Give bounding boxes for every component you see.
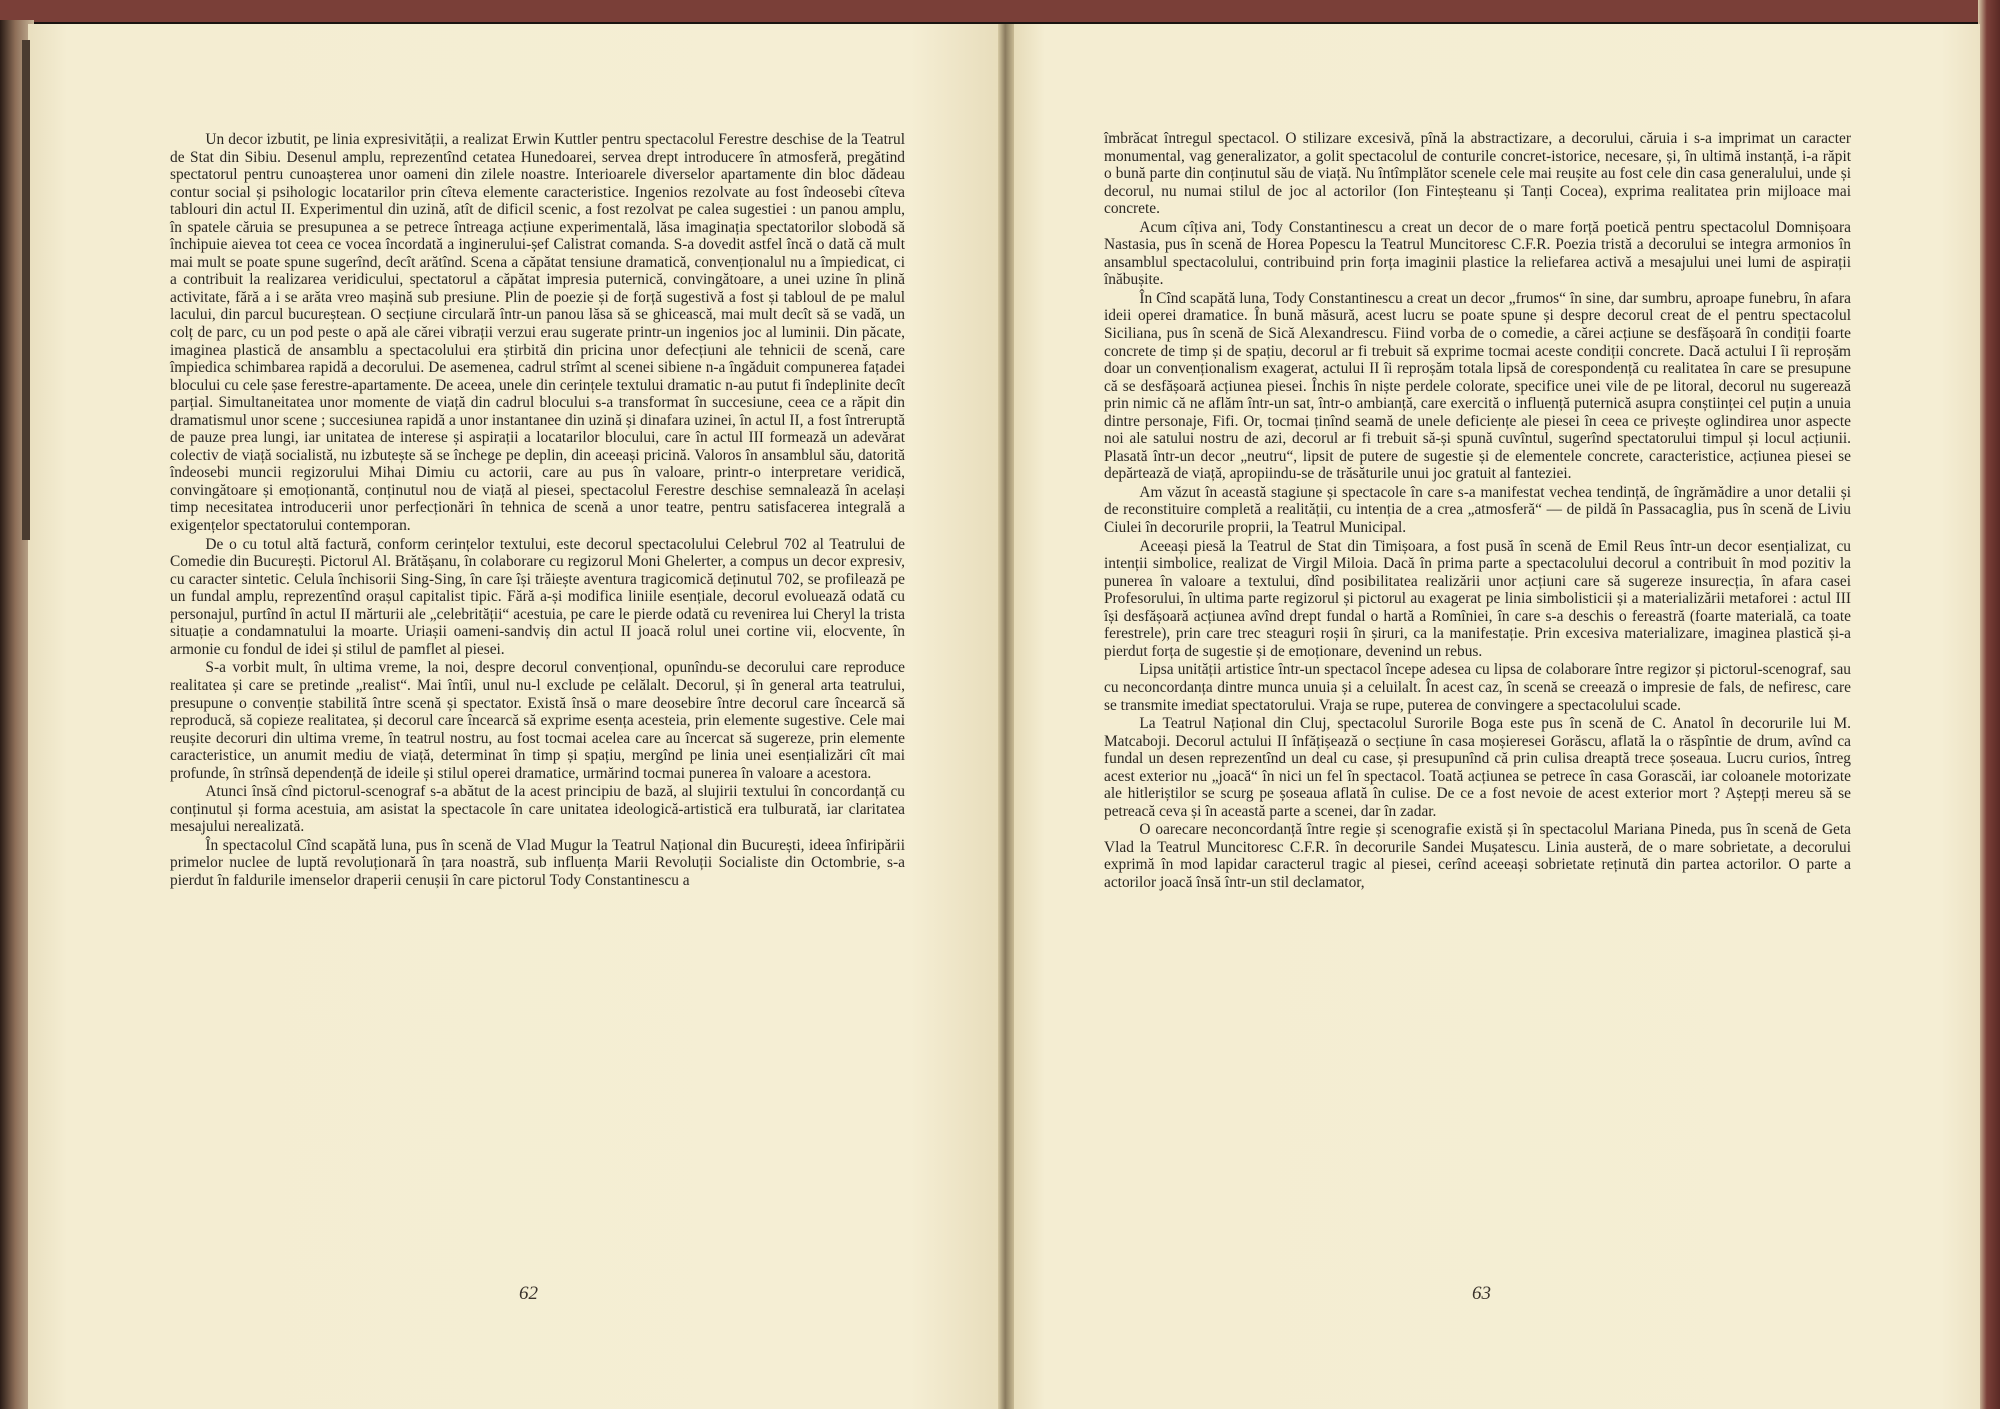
- book-gutter: [998, 24, 1014, 1409]
- paragraph: îmbrăcat întregul spectacol. O stilizare excesivă, pînă la abstractizare, a decorului, căruia i s-a imprimat un caracter monumental, vag generalizator, a golit spectacolul de conturile concret-istorice, necesare, și, în ultimă instanță, i-a răpit o bună parte din conținutul său de viață. Nu întîmplător scenele cele mai reușite au fost cele din casa generalului, unde și decorul, nu numai stilul de joc al actorilor (Ion Finteșteanu și Tanți Cocea), exprima realitatea prin mijloace mai concrete.: [1104, 130, 1851, 218]
- book-cover-right-edge: [1978, 0, 2000, 1409]
- left-page-text: [170, 130, 905, 890]
- paragraph: Atunci însă cînd pictorul-scenograf s-a abătut de la acest principiu de bază, al slujirii textului în concordanță cu conținutul și forma acestuia, am asistat la spectacole în care unitatea ideologică-artistică era tulburată, iar claritatea mesajului nerealizată.: [170, 783, 905, 836]
- paragraph: Lipsa unității artistice într-un spectacol începe adesea cu lipsa de colaborare între regizor și pictorul-scenograf, sau cu neconcordanța dintre munca unuia și a celuilalt. În acest caz, în scenă se creează o impresie de fals, de nefiresc, care se transmite imediat spectatorului. Vraja se rupe, puterea de convingere a spectacolului scade.: [1104, 661, 1851, 714]
- paragraph: În spectacolul Cînd scapătă luna, pus în scenă de Vlad Mugur la Teatrul Național din București, ideea înfiripării primelor nuclee de luptă revoluționară în țara noastră, sub influența Marii Revoluții Socialiste din Octombrie, s-a pierdut în faldurile imenselor draperii cenușii în care pictorul Tody Constantinescu a: [170, 836, 905, 889]
- paragraph: Aceeași piesă la Teatrul de Stat din Timișoara, a fost pusă în scenă de Emil Reus într-un decor esențializat, cu intenții simbolice, realizat de Virgil Miloia. Dacă în prima parte a spectacolului decorul a contribuit în mod pozitiv la punerea în valoare a textului, dînd posibilitatea realizării unor acțiuni care să sugereze insurecția, în afara casei Profesorului, în ultima parte regizorul și pictorul au exagerat pe linia simbolisticii și a materializării metaforei : actul III își desfășoară acțiunea avînd drept fundal o hartă a Romîniei, în care s-a deschis o fereastră (foarte materială, ca toate ferestrele), prin care trec steaguri roșii în șiruri, ca la manifestație. Prin excesiva materializare, imaginea plastică și-a pierdut forța de sugestie și de emoționare, devenind un rebus.: [1104, 537, 1851, 660]
- paragraph: La Teatrul Național din Cluj, spectacolul Surorile Boga este pus în scenă de C. Anatol în decorurile lui M. Matcaboji. Decorul actului II înfățișează o secțiune în casa moșieresei Gorăscu, aflată la o răspîntie de drum, avînd ca fundal un desen reprezentînd un deal cu case, și presupunînd că prin culisa dreaptă trece șoseaua. Lucru curios, întreg acest exterior nu „joacă“ în nici un fel în spectacol. Toată acțiunea se petrece în casa Gorascăi, iar coloanele motorizate ale hitleriștilor se scurg pe șoseaua aflată în culise. De ce a fost nevoie de acest exterior mort ? Aștepți mereu să se petreacă ceva și în această parte a scenei, dar în zadar.: [1104, 715, 1851, 820]
- page-number-left: 62: [519, 1283, 538, 1304]
- paragraph: O oarecare neconcordanță între regie și scenografie există și în spectacolul Mariana Pineda, pus în scenă de Geta Vlad la Teatrul Muncitoresc C.F.R. în decorurile Sandei Mușatescu. Linia austeră, de o mare sobrietate, a decorului exprimă în mod lapidar caracterul tragic al piesei, cerînd aceeași sobrietate reținută din partea actorilor. O parte a actorilor joacă însă într-un stil declamator,: [1104, 821, 1851, 891]
- paragraph: Acum cîțiva ani, Tody Constantinescu a creat un decor de o mare forță poetică pentru spectacolul Domnișoara Nastasia, pus în scenă de Horea Popescu la Teatrul Muncitoresc C.F.R. Poezia tristă a decorului se integra armonios în ansamblul spectacolului, contribuind prin forța imaginii plastice la reliefarea activă a mesajului unei lumi de aspirații înăbușite.: [1104, 218, 1851, 289]
- page-edge-shadow: [22, 40, 30, 540]
- paragraph: S-a vorbit mult, în ultima vreme, la noi, despre decorul convențional, opunîndu-se decorului care reproduce realitatea și care se pretinde „realist“. Mai întîi, unul nu-l exclude pe celălalt. Decorul, și în general arta teatrului, presupune o convenție stabilită între scenă și spectator. Există însă o mare deosebire între decorul care încearcă să reproducă, să copieze realitatea, și decorul care încearcă să exprime esența acesteia, prin elemente sugestive. Cele mai reușite decoruri din ultima vreme, în teatrul nostru, au fost tocmai acelea care au încercat să sugereze, prin elemente caracteristice, un anumit mediu de viață, determinat în timp și spațiu, mergînd pe linia unei esențializări cît mai profunde, în strînsă dependență de ideile și stilul operei dramatice, urmărind tocmai punerea în valoare a acestora.: [170, 659, 905, 782]
- paragraph: În Cînd scapătă luna, Tody Constantinescu a creat un decor „frumos“ în sine, dar sumbru, aproape funebru, în afara ideii operei dramatice. În bună măsură, acest lucru se poate spune și despre decorul creat de el pentru spectacolul Siciliana, pus în scenă de Sică Alexandrescu. Fiind vorba de o comedie, a cărei acțiune se desfășoară în condiții foarte concrete de timp și de spațiu, decorul ar fi trebuit să exprime tocmai aceste condiții concrete. Dacă actului I îi reproșăm doar un convenționalism exagerat, actului II îi reproșăm totala lipsă de corespondență cu realitatea în care se presupune că se desfășoară acțiunea piesei. Închis în niște perdele colorate, specifice unei vile de pe litoral, decorul nu sugerează prin nimic că ne aflăm într-un sat, într-o ambianță, care exercită o influență puternică asupra conștiinței cel puțin a unuia dintre personaje, Fifi. Or, tocmai ținînd seamă de unele deficiențe ale piesei în ceea ce privește oglindirea unor aspecte noi ale satului nostru de azi, decorul ar fi trebuit să-și spună cuvîntul, sugerînd spectatorului timpul și locul acțiunii. Plasată într-un decor „neutru“, lipsit de putere de sugestie și de elementele concrete, caracteristice, acțiunea piesei se depărtează de viață, apropiindu-se de trăsăturile unui joc gratuit al fanteziei.: [1104, 289, 1851, 483]
- book-binding-top: [0, 0, 2000, 22]
- paragraph: Am văzut în această stagiune și spectacole în care s-a manifestat vechea tendință, de îngrămădire a unor detalii și de reconstituire completă a realității, cu intenția de a crea „atmosferă“ — de pildă în Passacaglia, pus în scenă de Liviu Ciulei în decorurile proprii, la Teatrul Municipal.: [1104, 483, 1851, 537]
- paragraph: De o cu totul altă factură, conform cerințelor textului, este decorul spectacolului Celebrul 702 al Teatrului de Comedie din București. Pictorul Al. Brătășanu, în colaborare cu regizorul Moni Ghelerter, a compus un decor expresiv, cu caracter sintetic. Celula închisorii Sing-Sing, în care își trăiește aventura tragicomică deținutul 702, se profilează pe un fundal amplu, reprezentînd orașul capitalist tipic. Fără a-și modifica liniile esențiale, decorul evoluează odată cu personajul, purtînd în actul II mărturii ale „celebrității“ acestuia, pe care le pierde odată cu revenirea lui Cheryl la trista situație a condamnatului la moarte. Uriașii oameni-sandviș din actul II joacă rolul unei cortine vii, elocvente, în armonie cu fondul de idei și stilul de pamflet al piesei.: [170, 535, 905, 658]
- page-number-right: 63: [1472, 1283, 1491, 1304]
- right-page-text: [1104, 130, 1851, 892]
- paragraph: Un decor izbutit, pe linia expresivității, a realizat Erwin Kuttler pentru spectacolul Ferestre deschise de la Teatrul de Stat din Sibiu. Desenul amplu, reprezentînd cetatea Hunedoarei, servea drept introducere în atmosferă, pregătind spectatorul pentru cunoașterea unor oameni din zilele noastre. Interioarele diverselor apartamente din bloc dădeau contur social și psihologic locatarilor prin cîteva elemente caracteristice. Ingenios rezolvate au fost îndeosebi cîteva tablouri din actul II. Experimentul din uzină, atît de dificil scenic, a fost rezolvat pe calea sugestiei : un panou amplu, în spatele căruia se presupunea a se petrece întreaga acțiune experimentală, lăsa imaginația spectatorilor slobodă să închipuie aievea tot ceea ce vocea încordată a inginerului-șef Calistrat comanda. S-a dovedit astfel încă o dată că mult mai mult se poate spune sugerînd, decît arătînd. Scena a căpătat tensiune dramatică, convenționalul nu a împiedicat, ci a contribuit la realizarea veridicului, spectatorul a căpătat impresia puternică, convingătoare, a unei uzine în plină activitate, fără a i se arăta vreo mașină sub presiune. Plin de poezie și de forță sugestivă a fost și tabloul de pe malul lacului, din parcul bucureștean. O secțiune circulară într-un panou lăsa să se ghicească, mai mult decît să se vadă, un colț de parc, cu un pod peste o apă ale cărei vibrații verzui erau sugerate printr-un ingenios joc al luminii. Din păcate, imaginea plastică de ansamblu a spectacolului era știrbită din pricina unor defecțiuni ale tehnicii de scenă, care împiedica schimbarea rapidă a decorului. De asemenea, cadrul strîmt al scenei sibiene n-a îngăduit compunerea fațadei blocului cu cele șase ferestre-apartamente. De aceea, unele din cerințele textului dramatic n-au putut fi îndeplinite decît parțial. Simultaneitatea unor momente de viață din cadrul blocului s-a transformat în succesiune, ceea ce a răpit din dramatismul unor scene ; succesiunea rapidă a unor instantanee din uzină și dinafara uzinei, în actul II, a fost întreruptă de pauze prea lungi, iar unitatea de interese și aspirații a locatarilor blocului, care în actul III formează un adevărat colectiv de viață socialistă, nu izbutește să se închege pe deplin, din aceeași pricină. Valoros în ansamblul său, datorită îndeosebi muncii regizorului Mihai Dimiu cu actorii, care au pus în valoare, printr-o interpretare veridică, convingătoare și emoționantă, conținutul nou de viață al piesei, spectacolul Ferestre deschise semnalează în același timp necesitatea introducerii unor perfecționări în tehnica de scenă a unor teatre, pentru satisfacerea integrală a exigențelor spectatorului contemporan.: [170, 131, 905, 535]
